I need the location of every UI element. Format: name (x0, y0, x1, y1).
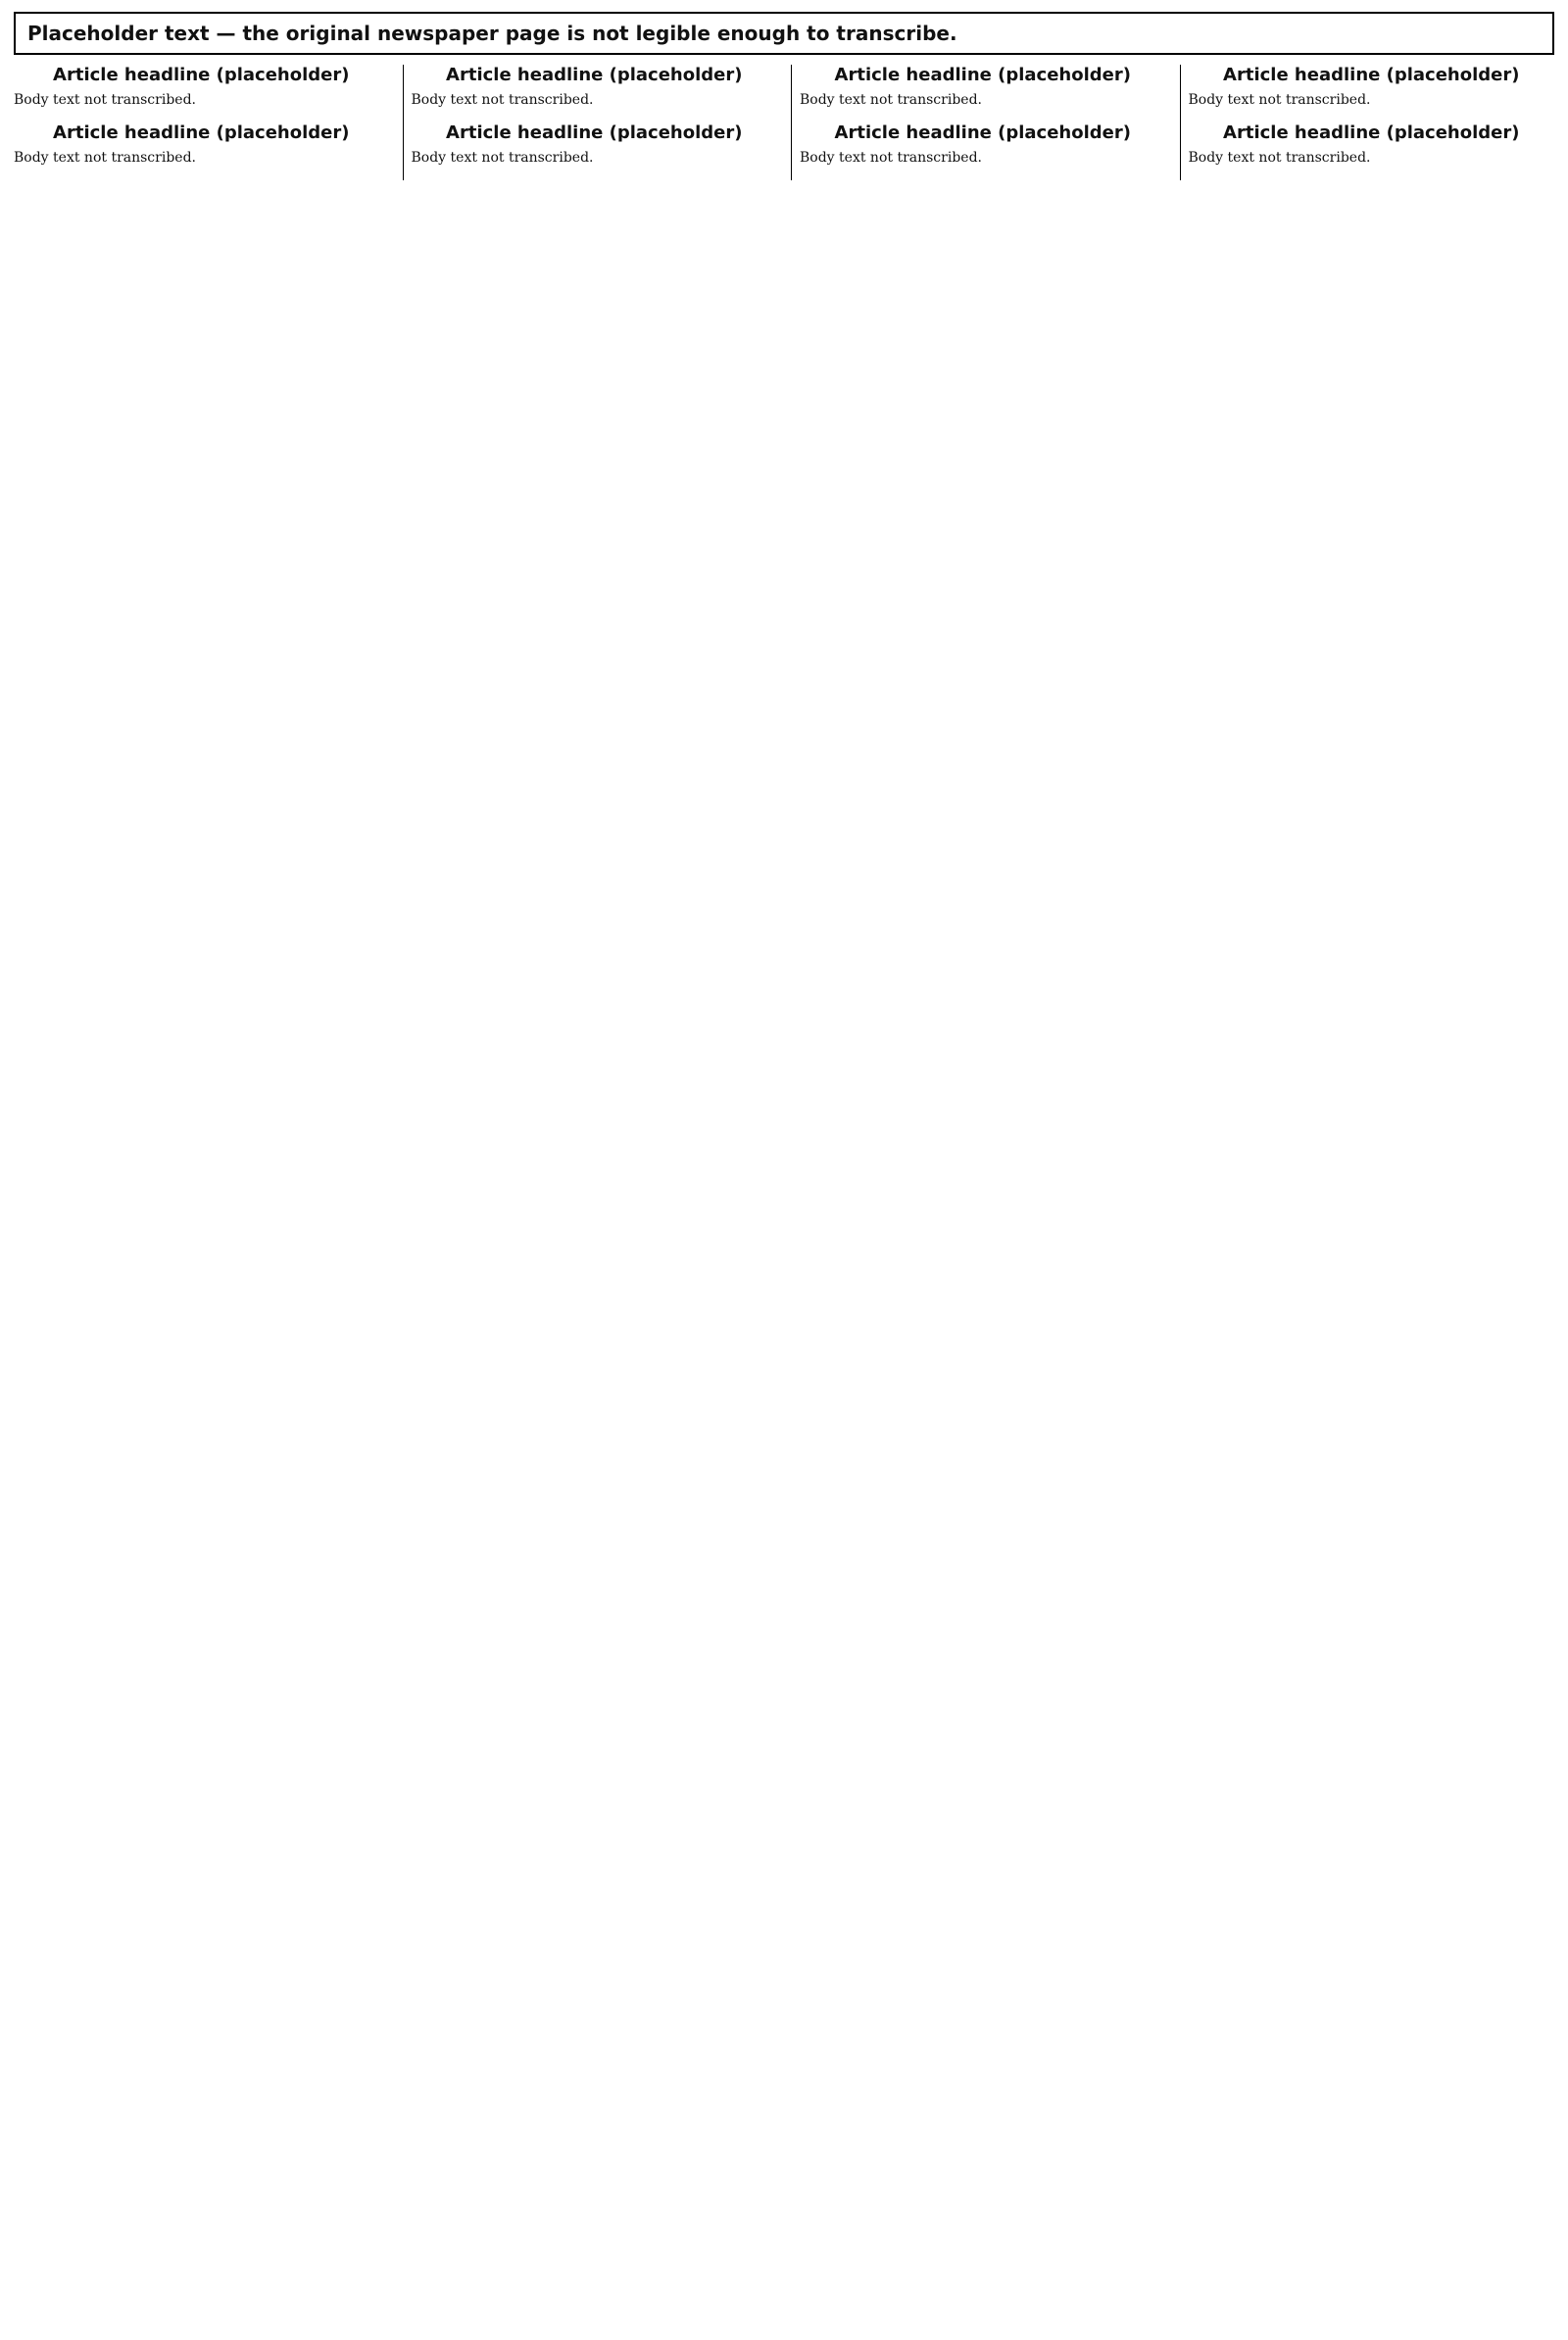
article (1189, 65, 1555, 109)
article-headline: Article headline (placeholder) (53, 65, 350, 85)
article-headline: Article headline (placeholder) (834, 65, 1131, 85)
column-4 (1180, 65, 1555, 180)
article-headline: Article headline (placeholder) (834, 122, 1131, 144)
column-2 (403, 65, 778, 180)
article (800, 65, 1166, 109)
article-body: Body text not transcribed. (14, 150, 196, 167)
article (14, 65, 389, 109)
article-body: Body text not transcribed. (14, 92, 196, 108)
article-headline: Article headline (placeholder) (1223, 65, 1520, 85)
column-grid (14, 65, 1554, 180)
article (412, 122, 778, 167)
placeholder-notice: Placeholder text — the original newspaper page is not legible enough to transcribe. (14, 12, 1554, 55)
article-headline: Article headline (placeholder) (1223, 122, 1520, 144)
column-3 (791, 65, 1166, 180)
article (800, 122, 1166, 167)
article-body: Body text not transcribed. (1188, 150, 1371, 167)
article-headline: Article headline (placeholder) (446, 65, 743, 85)
article-body: Body text not transcribed. (800, 92, 982, 108)
article (412, 65, 778, 109)
article (1189, 122, 1555, 167)
column-1 (14, 65, 389, 180)
article-body: Body text not transcribed. (411, 150, 594, 167)
article (14, 122, 389, 167)
article-body: Body text not transcribed. (1188, 92, 1371, 108)
article-body: Body text not transcribed. (800, 150, 982, 167)
article-body: Body text not transcribed. (411, 92, 594, 108)
article-headline: Article headline (placeholder) (446, 122, 743, 144)
article-headline: Article headline (placeholder) (53, 122, 350, 144)
